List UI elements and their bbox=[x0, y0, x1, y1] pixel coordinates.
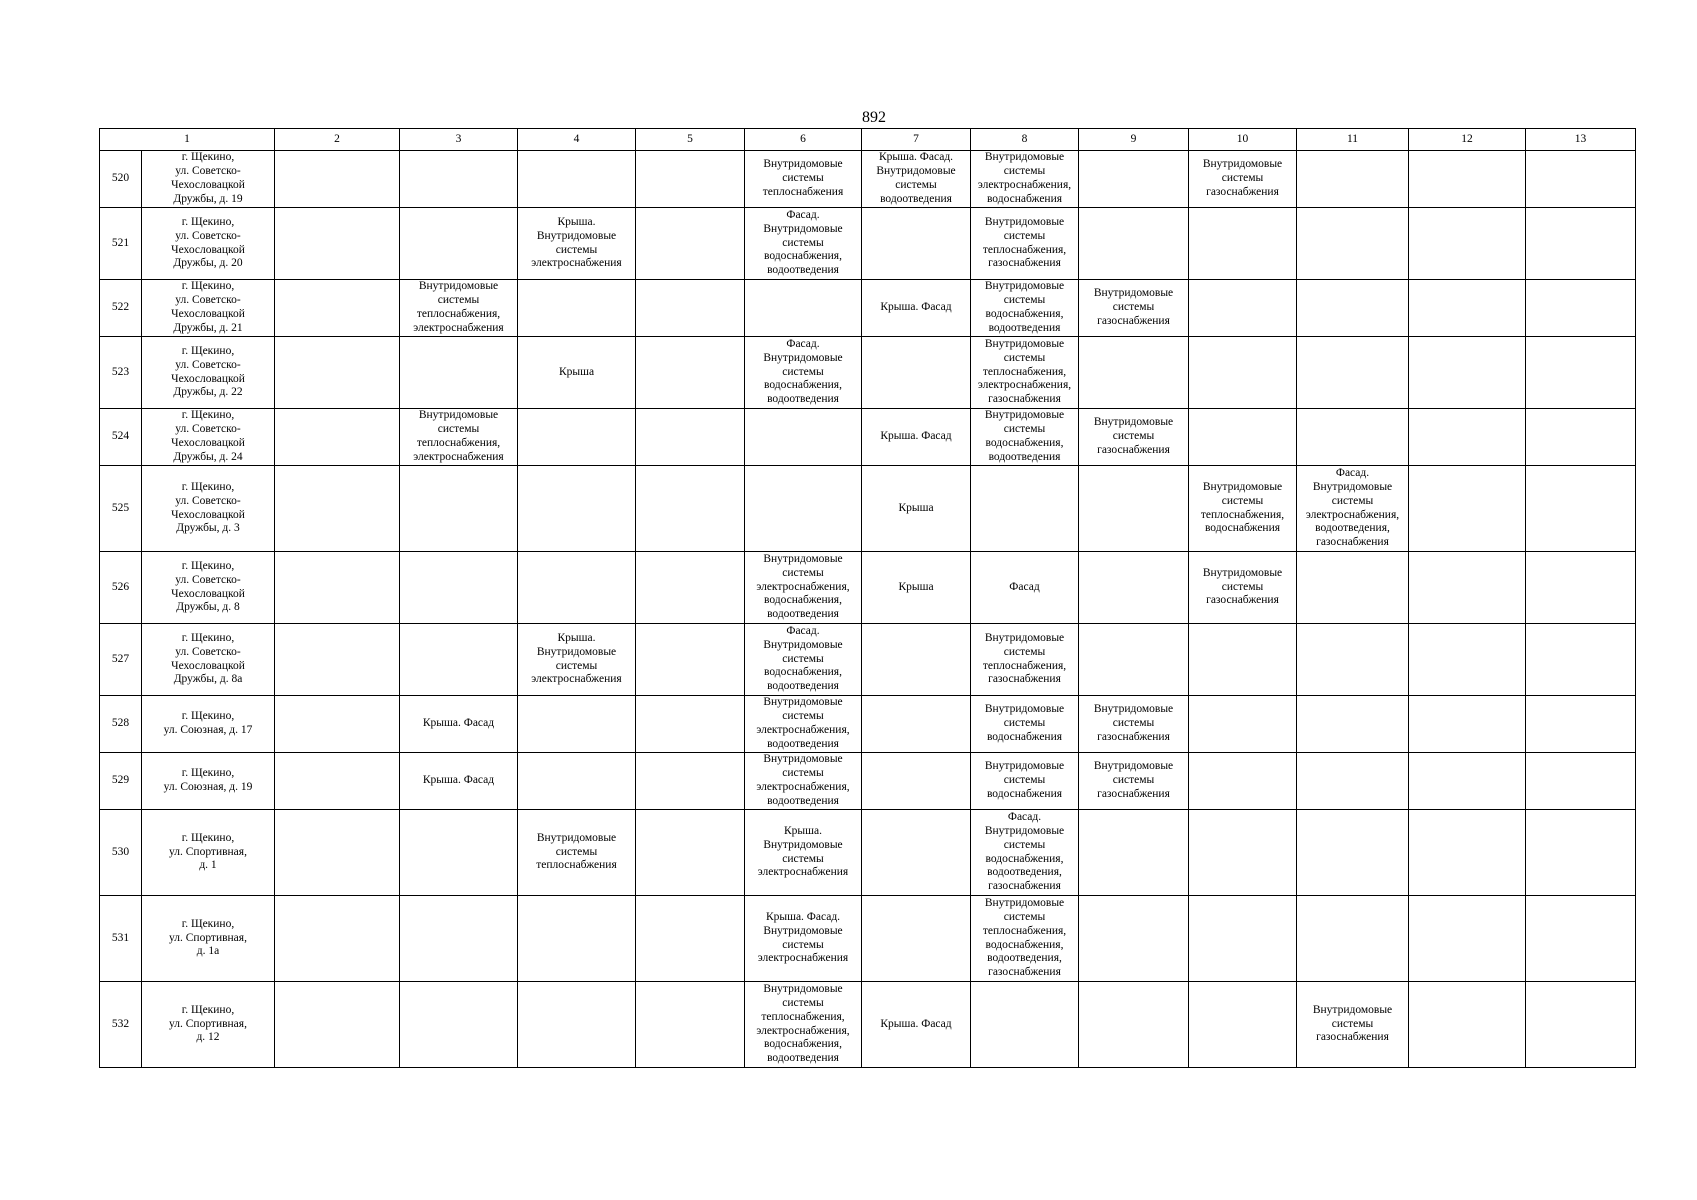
column-header-13: 13 bbox=[1526, 129, 1636, 151]
cell-col-4 bbox=[518, 409, 636, 466]
cell-col-3 bbox=[400, 466, 518, 552]
column-header-5: 5 bbox=[636, 129, 745, 151]
cell-text: Внутридомовые системы теплоснабжения, электроснабжения, водоснабжения, водоотведения bbox=[756, 983, 850, 1065]
row-number-cell bbox=[100, 696, 142, 753]
cell-text: Крыша. Внутридомовые системы электроснабжения bbox=[757, 824, 849, 879]
cell-text: 527 bbox=[111, 652, 130, 665]
cell-text: Фасад bbox=[1009, 580, 1040, 593]
cell-col-12 bbox=[1409, 753, 1526, 810]
cell-col-10 bbox=[1189, 696, 1297, 753]
cell-col-4 bbox=[518, 151, 636, 208]
cell-col-3 bbox=[400, 151, 518, 208]
cell-text: г. Щекино, ул. Советско- Чехословацкой Дружбы, д. 3 bbox=[171, 480, 245, 535]
cell-col-6 bbox=[745, 409, 862, 466]
cell-text: Внутридомовые системы электроснабжения, водоотведения bbox=[756, 753, 850, 807]
cell-col-12 bbox=[1409, 696, 1526, 753]
cell-col-7 bbox=[862, 409, 971, 466]
cell-col-5 bbox=[636, 466, 745, 552]
cell-col-12 bbox=[1409, 151, 1526, 208]
cell-text: г. Щекино, ул. Советско- Чехословацкой Дружбы, д. 19 bbox=[171, 151, 245, 205]
cell-col-5 bbox=[636, 151, 745, 208]
cell-col-4 bbox=[518, 552, 636, 624]
cell-col-2 bbox=[275, 624, 400, 696]
cell-col-11 bbox=[1297, 896, 1409, 982]
cell-text: 520 bbox=[111, 172, 130, 185]
cell-text: Крыша. Фасад bbox=[880, 1017, 952, 1030]
cell-text: Внутридомовые системы газоснабжения bbox=[1093, 416, 1174, 456]
address-cell bbox=[142, 337, 275, 409]
table-row bbox=[100, 409, 1636, 466]
cell-col-5 bbox=[636, 409, 745, 466]
row-number-cell bbox=[100, 409, 142, 466]
cell-col-7 bbox=[862, 624, 971, 696]
cell-col-7 bbox=[862, 696, 971, 753]
cell-col-7 bbox=[862, 753, 971, 810]
cell-col-13 bbox=[1526, 624, 1636, 696]
cell-col-4 bbox=[518, 337, 636, 409]
row-number-cell bbox=[100, 552, 142, 624]
cell-col-12 bbox=[1409, 624, 1526, 696]
cell-col-4 bbox=[518, 466, 636, 552]
cell-col-6 bbox=[745, 982, 862, 1068]
cell-text: Крыша bbox=[898, 580, 934, 593]
cell-col-8 bbox=[971, 337, 1079, 409]
cell-text: Крыша. Фасад. Внутридомовые системы водоотведения bbox=[876, 151, 956, 205]
cell-col-12 bbox=[1409, 337, 1526, 409]
cell-col-10 bbox=[1189, 337, 1297, 409]
column-header-8: 8 bbox=[971, 129, 1079, 151]
cell-col-6 bbox=[745, 753, 862, 810]
cell-text: Внутридомовые системы теплоснабжения, водоснабжения, водоотведения, газоснабжения bbox=[982, 897, 1067, 979]
cell-col-10 bbox=[1189, 208, 1297, 280]
cell-col-13 bbox=[1526, 151, 1636, 208]
cell-text: Внутридомовые системы теплоснабжения, газоснабжения bbox=[982, 631, 1067, 686]
address-cell bbox=[142, 696, 275, 753]
table-row bbox=[100, 466, 1636, 552]
cell-col-11 bbox=[1297, 552, 1409, 624]
cell-col-7 bbox=[862, 466, 971, 552]
cell-col-7 bbox=[862, 337, 971, 409]
cell-col-9 bbox=[1079, 982, 1189, 1068]
row-number-cell bbox=[100, 151, 142, 208]
cell-col-7 bbox=[862, 151, 971, 208]
column-header-9: 9 bbox=[1079, 129, 1189, 151]
row-number-cell bbox=[100, 982, 142, 1068]
cell-col-12 bbox=[1409, 896, 1526, 982]
address-cell bbox=[142, 753, 275, 810]
cell-col-11 bbox=[1297, 409, 1409, 466]
cell-col-5 bbox=[636, 624, 745, 696]
column-header-10: 10 bbox=[1189, 129, 1297, 151]
cell-col-2 bbox=[275, 208, 400, 280]
cell-col-5 bbox=[636, 810, 745, 896]
cell-text: Внутридомовые системы водоснабжения bbox=[984, 703, 1065, 743]
cell-col-11 bbox=[1297, 982, 1409, 1068]
cell-col-6 bbox=[745, 624, 862, 696]
address-cell bbox=[142, 409, 275, 466]
cell-col-2 bbox=[275, 151, 400, 208]
cell-col-13 bbox=[1526, 753, 1636, 810]
table-body bbox=[100, 129, 1636, 1068]
table-row bbox=[100, 280, 1636, 337]
cell-col-9 bbox=[1079, 810, 1189, 896]
cell-col-2 bbox=[275, 552, 400, 624]
cell-col-7 bbox=[862, 982, 971, 1068]
cell-text: 524 bbox=[111, 430, 130, 443]
cell-text: Внутридомовые системы водоснабжения, водоотведения bbox=[984, 409, 1065, 463]
table-header-row bbox=[100, 129, 1636, 151]
table-row bbox=[100, 696, 1636, 753]
cell-text: Фасад. Внутридомовые системы электроснабжения, водоотведения, газоснабжения bbox=[1305, 467, 1400, 549]
cell-col-10 bbox=[1189, 810, 1297, 896]
table-row bbox=[100, 896, 1636, 982]
cell-text: Крыша bbox=[898, 501, 934, 514]
cell-text: 528 bbox=[111, 717, 130, 730]
cell-col-5 bbox=[636, 337, 745, 409]
row-number-cell bbox=[100, 753, 142, 810]
cell-text: Внутридомовые системы теплоснабжения, газоснабжения bbox=[982, 215, 1067, 270]
column-header-4: 4 bbox=[518, 129, 636, 151]
cell-text: Внутридомовые системы электроснабжения, водоотведения bbox=[756, 696, 850, 750]
cell-col-13 bbox=[1526, 982, 1636, 1068]
cell-text: г. Щекино, ул. Союзная, д. 17 bbox=[163, 710, 253, 736]
cell-col-8 bbox=[971, 552, 1079, 624]
cell-col-2 bbox=[275, 280, 400, 337]
cell-col-2 bbox=[275, 409, 400, 466]
cell-text: Крыша. Фасад. Внутридомовые системы электроснабжения bbox=[757, 910, 849, 965]
cell-text: Фасад. Внутридомовые системы водоснабжения, водоотведения, газоснабжения bbox=[984, 811, 1065, 893]
cell-col-9 bbox=[1079, 337, 1189, 409]
cell-col-8 bbox=[971, 466, 1079, 552]
cell-col-2 bbox=[275, 696, 400, 753]
cell-col-5 bbox=[636, 208, 745, 280]
cell-col-5 bbox=[636, 896, 745, 982]
table-row bbox=[100, 552, 1636, 624]
cell-text: Внутридомовые системы теплоснабжения bbox=[536, 831, 617, 872]
cell-text: Внутридомовые системы электроснабжения, водоснабжения, водоотведения bbox=[756, 553, 850, 621]
cell-col-8 bbox=[971, 624, 1079, 696]
row-number-cell bbox=[100, 624, 142, 696]
cell-text: 531 bbox=[111, 931, 130, 944]
cell-col-6 bbox=[745, 337, 862, 409]
cell-text: Внутридомовые системы газоснабжения bbox=[1093, 760, 1174, 800]
cell-text: г. Щекино, ул. Спортивная, д. 12 bbox=[169, 1003, 247, 1044]
cell-col-8 bbox=[971, 151, 1079, 208]
cell-col-5 bbox=[636, 982, 745, 1068]
cell-col-9 bbox=[1079, 151, 1189, 208]
cell-col-5 bbox=[636, 552, 745, 624]
cell-col-10 bbox=[1189, 151, 1297, 208]
cell-col-6 bbox=[745, 896, 862, 982]
cell-text: 523 bbox=[111, 365, 130, 378]
cell-col-5 bbox=[636, 753, 745, 810]
cell-col-12 bbox=[1409, 280, 1526, 337]
cell-text: Внутридомовые системы теплоснабжения, водоснабжения bbox=[1200, 480, 1285, 535]
cell-col-9 bbox=[1079, 624, 1189, 696]
cell-col-6 bbox=[745, 552, 862, 624]
cell-col-9 bbox=[1079, 280, 1189, 337]
cell-text: Внутридомовые системы газоснабжения bbox=[1093, 287, 1174, 327]
cell-text: г. Щекино, ул. Советско- Чехословацкой Дружбы, д. 8 bbox=[171, 559, 245, 614]
cell-col-2 bbox=[275, 753, 400, 810]
cell-col-6 bbox=[745, 466, 862, 552]
cell-col-4 bbox=[518, 810, 636, 896]
address-cell bbox=[142, 624, 275, 696]
cell-col-9 bbox=[1079, 896, 1189, 982]
cell-col-6 bbox=[745, 208, 862, 280]
cell-col-5 bbox=[636, 280, 745, 337]
cell-text: г. Щекино, ул. Советско- Чехословацкой Дружбы, д. 8а bbox=[171, 631, 245, 686]
cell-col-6 bbox=[745, 810, 862, 896]
cell-col-8 bbox=[971, 409, 1079, 466]
cell-col-13 bbox=[1526, 552, 1636, 624]
cell-col-7 bbox=[862, 552, 971, 624]
cell-text: Внутридомовые системы теплоснабжения, электроснабжения bbox=[413, 280, 504, 334]
cell-col-12 bbox=[1409, 409, 1526, 466]
cell-text: г. Щекино, ул. Советско- Чехословацкой Дружбы, д. 24 bbox=[171, 409, 245, 463]
address-cell bbox=[142, 810, 275, 896]
cell-col-10 bbox=[1189, 552, 1297, 624]
cell-text: Крыша. Фасад bbox=[880, 301, 952, 314]
table-row bbox=[100, 753, 1636, 810]
cell-col-3 bbox=[400, 810, 518, 896]
table-row bbox=[100, 624, 1636, 696]
cell-col-11 bbox=[1297, 151, 1409, 208]
table-row bbox=[100, 982, 1636, 1068]
cell-col-10 bbox=[1189, 624, 1297, 696]
cell-col-13 bbox=[1526, 896, 1636, 982]
cell-text: Внутридомовые системы газоснабжения bbox=[1312, 1003, 1393, 1044]
cell-col-3 bbox=[400, 624, 518, 696]
cell-text: 532 bbox=[111, 1017, 130, 1030]
cell-col-10 bbox=[1189, 982, 1297, 1068]
cell-text: Фасад. Внутридомовые системы водоснабжения, водоотведения bbox=[763, 338, 843, 406]
cell-col-5 bbox=[636, 696, 745, 753]
cell-col-13 bbox=[1526, 337, 1636, 409]
cell-col-13 bbox=[1526, 810, 1636, 896]
cell-text: г. Щекино, ул. Советско- Чехословацкой Дружбы, д. 20 bbox=[171, 215, 245, 270]
cell-col-8 bbox=[971, 982, 1079, 1068]
address-cell bbox=[142, 151, 275, 208]
column-header-1: 1 bbox=[100, 129, 275, 151]
cell-text: Внутридомовые системы теплоснабжения, электроснабжения, газоснабжения bbox=[977, 338, 1072, 406]
cell-text: Крыша. Фасад bbox=[422, 774, 495, 787]
cell-col-3 bbox=[400, 982, 518, 1068]
cell-text: г. Щекино, ул. Спортивная, д. 1а bbox=[169, 917, 247, 958]
cell-col-3 bbox=[400, 552, 518, 624]
row-number-cell bbox=[100, 208, 142, 280]
cell-col-10 bbox=[1189, 466, 1297, 552]
cell-col-4 bbox=[518, 896, 636, 982]
cell-col-2 bbox=[275, 810, 400, 896]
address-cell bbox=[142, 896, 275, 982]
cell-col-6 bbox=[745, 151, 862, 208]
cell-col-9 bbox=[1079, 409, 1189, 466]
cell-text: г. Щекино, ул. Советско- Чехословацкой Дружбы, д. 22 bbox=[171, 344, 245, 399]
cell-text: Внутридомовые системы газоснабжения bbox=[1093, 703, 1174, 743]
cell-col-9 bbox=[1079, 466, 1189, 552]
row-number-cell bbox=[100, 280, 142, 337]
cell-col-7 bbox=[862, 896, 971, 982]
cell-text: 526 bbox=[111, 580, 130, 593]
table-row bbox=[100, 810, 1636, 896]
cell-col-11 bbox=[1297, 337, 1409, 409]
cell-text: Внутридомовые системы газоснабжения bbox=[1202, 566, 1283, 607]
cell-col-11 bbox=[1297, 208, 1409, 280]
cell-text: Крыша bbox=[558, 365, 595, 378]
cell-text: Крыша. Фасад bbox=[880, 430, 952, 443]
cell-col-3 bbox=[400, 280, 518, 337]
cell-text: Внутридомовые системы электроснабжения, водоснабжения bbox=[977, 151, 1072, 205]
cell-col-12 bbox=[1409, 810, 1526, 896]
row-number-cell bbox=[100, 337, 142, 409]
cell-col-3 bbox=[400, 896, 518, 982]
cell-col-3 bbox=[400, 696, 518, 753]
table-row bbox=[100, 151, 1636, 208]
address-cell bbox=[142, 982, 275, 1068]
cell-col-3 bbox=[400, 409, 518, 466]
cell-col-11 bbox=[1297, 280, 1409, 337]
address-cell bbox=[142, 466, 275, 552]
cell-col-4 bbox=[518, 696, 636, 753]
cell-text: г. Щекино, ул. Союзная, д. 19 bbox=[163, 767, 253, 793]
cell-col-11 bbox=[1297, 696, 1409, 753]
address-cell bbox=[142, 552, 275, 624]
cell-text: г. Щекино, ул. Советско- Чехословацкой Дружбы, д. 21 bbox=[171, 280, 245, 334]
cell-col-12 bbox=[1409, 208, 1526, 280]
cell-col-12 bbox=[1409, 982, 1526, 1068]
cell-text: Внутридомовые системы газоснабжения bbox=[1202, 158, 1283, 198]
address-cell bbox=[142, 208, 275, 280]
cell-text: Крыша. Внутридомовые системы электроснабжения bbox=[531, 631, 622, 686]
cell-col-8 bbox=[971, 753, 1079, 810]
cell-col-8 bbox=[971, 208, 1079, 280]
table-row bbox=[100, 337, 1636, 409]
column-header-12: 12 bbox=[1409, 129, 1526, 151]
cell-col-12 bbox=[1409, 552, 1526, 624]
cell-col-9 bbox=[1079, 208, 1189, 280]
page-number: 892 bbox=[862, 109, 886, 126]
column-header-6: 6 bbox=[745, 129, 862, 151]
cell-col-8 bbox=[971, 810, 1079, 896]
column-header-3: 3 bbox=[400, 129, 518, 151]
row-number-cell bbox=[100, 810, 142, 896]
cell-col-7 bbox=[862, 208, 971, 280]
cell-text: Крыша. Внутридомовые системы электроснабжения bbox=[531, 215, 622, 270]
cell-col-3 bbox=[400, 337, 518, 409]
cell-col-10 bbox=[1189, 409, 1297, 466]
cell-col-2 bbox=[275, 896, 400, 982]
cell-text: Крыша. Фасад bbox=[422, 717, 495, 730]
column-header-11: 11 bbox=[1297, 129, 1409, 151]
cell-col-4 bbox=[518, 208, 636, 280]
cell-text: 525 bbox=[111, 501, 130, 514]
cell-col-4 bbox=[518, 280, 636, 337]
cell-text: 530 bbox=[111, 845, 130, 858]
cell-col-4 bbox=[518, 753, 636, 810]
column-header-7: 7 bbox=[862, 129, 971, 151]
cell-col-6 bbox=[745, 280, 862, 337]
cell-col-6 bbox=[745, 696, 862, 753]
cell-col-11 bbox=[1297, 624, 1409, 696]
cell-col-13 bbox=[1526, 466, 1636, 552]
row-number-cell bbox=[100, 466, 142, 552]
cell-col-2 bbox=[275, 982, 400, 1068]
cell-text: 522 bbox=[111, 301, 130, 314]
cell-col-3 bbox=[400, 753, 518, 810]
cell-col-7 bbox=[862, 810, 971, 896]
cell-text: 521 bbox=[111, 236, 130, 249]
cell-col-13 bbox=[1526, 409, 1636, 466]
cell-col-13 bbox=[1526, 208, 1636, 280]
row-number-cell bbox=[100, 896, 142, 982]
repair-schedule-table bbox=[99, 128, 1636, 1068]
cell-text: Внутридомовые системы теплоснабжения bbox=[762, 158, 844, 198]
cell-text: 529 bbox=[111, 774, 130, 787]
address-cell bbox=[142, 280, 275, 337]
cell-col-13 bbox=[1526, 696, 1636, 753]
cell-col-9 bbox=[1079, 696, 1189, 753]
cell-text: Внутридомовые системы водоснабжения, водоотведения bbox=[984, 280, 1065, 334]
cell-text: Внутридомовые системы теплоснабжения, электроснабжения bbox=[413, 409, 504, 463]
cell-text: Внутридомовые системы водоснабжения bbox=[984, 760, 1065, 800]
cell-col-2 bbox=[275, 337, 400, 409]
cell-col-10 bbox=[1189, 896, 1297, 982]
cell-text: г. Щекино, ул. Спортивная, д. 1 bbox=[169, 831, 247, 872]
cell-col-4 bbox=[518, 624, 636, 696]
cell-col-3 bbox=[400, 208, 518, 280]
cell-col-13 bbox=[1526, 280, 1636, 337]
cell-col-8 bbox=[971, 896, 1079, 982]
cell-col-2 bbox=[275, 466, 400, 552]
cell-col-11 bbox=[1297, 466, 1409, 552]
cell-col-10 bbox=[1189, 280, 1297, 337]
cell-col-11 bbox=[1297, 810, 1409, 896]
cell-col-9 bbox=[1079, 552, 1189, 624]
cell-col-4 bbox=[518, 982, 636, 1068]
cell-col-8 bbox=[971, 696, 1079, 753]
cell-col-9 bbox=[1079, 753, 1189, 810]
table-row bbox=[100, 208, 1636, 280]
cell-col-10 bbox=[1189, 753, 1297, 810]
column-header-2: 2 bbox=[275, 129, 400, 151]
cell-col-11 bbox=[1297, 753, 1409, 810]
cell-text: Фасад. Внутридомовые системы водоснабжения, водоотведения bbox=[763, 209, 843, 277]
cell-col-7 bbox=[862, 280, 971, 337]
cell-text: Фасад. Внутридомовые системы водоснабжения, водоотведения bbox=[763, 625, 843, 693]
cell-col-8 bbox=[971, 280, 1079, 337]
cell-col-12 bbox=[1409, 466, 1526, 552]
